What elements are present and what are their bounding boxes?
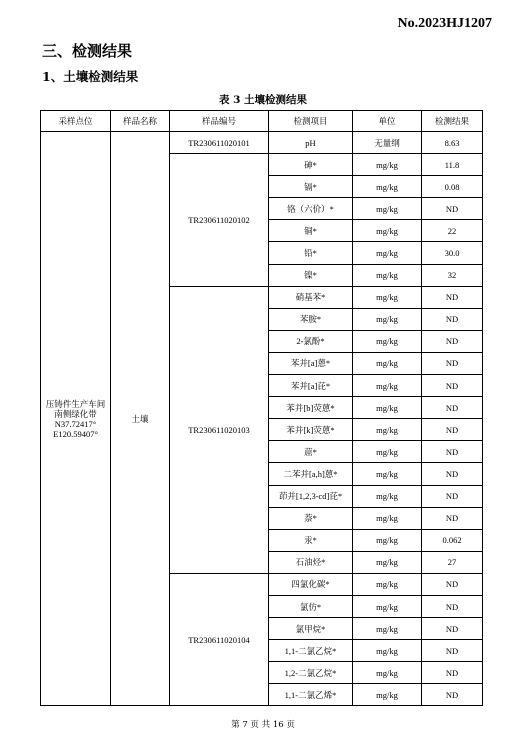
header-item: 检测项目: [269, 111, 353, 132]
unit-cell: mg/kg: [353, 352, 422, 374]
site-line: 压铸件生产车间: [45, 398, 106, 409]
result-cell: ND: [422, 485, 483, 507]
unit-cell: mg/kg: [353, 618, 422, 640]
result-cell: 27: [422, 551, 483, 573]
result-cell: ND: [422, 198, 483, 220]
site-line: 南侧绿化带: [54, 408, 97, 419]
test-item-cell: 1,1-二氯乙烯*: [269, 684, 353, 706]
result-cell: 30.0: [422, 242, 483, 264]
result-cell: ND: [422, 640, 483, 662]
test-item-cell: 氯仿*: [269, 595, 353, 617]
unit-cell: mg/kg: [353, 176, 422, 198]
test-item-cell: 萘*: [269, 507, 353, 529]
test-item-cell: 苯并[b]荧蒽*: [269, 397, 353, 419]
test-item-cell: 四氯化碳*: [269, 573, 353, 595]
test-item-cell: 茚并[1,2,3-cd]芘*: [269, 485, 353, 507]
result-cell: ND: [422, 286, 483, 308]
sampling-site-cell: [41, 132, 111, 706]
unit-cell: mg/kg: [353, 463, 422, 485]
unit-cell: mg/kg: [353, 198, 422, 220]
result-cell: 11.8: [422, 154, 483, 176]
site-line: E120.59407°: [53, 428, 98, 439]
test-item-cell: 二苯并[a,h]蒽*: [269, 463, 353, 485]
result-cell: ND: [422, 441, 483, 463]
result-cell: 8.63: [422, 132, 483, 154]
subsection-title: 1、土壤检测结果: [42, 69, 139, 84]
test-item-cell: 2-氯酚*: [269, 330, 353, 352]
site-line: N37.72417°: [54, 418, 97, 429]
result-cell: ND: [422, 573, 483, 595]
unit-cell: mg/kg: [353, 397, 422, 419]
result-cell: ND: [422, 352, 483, 374]
result-cell: 0.08: [422, 176, 483, 198]
unit-cell: mg/kg: [353, 375, 422, 397]
test-item-cell: pH: [269, 132, 353, 154]
unit-cell: mg/kg: [353, 242, 422, 264]
sample-id-cell: TR230611020101: [170, 132, 269, 154]
result-cell: ND: [422, 308, 483, 330]
page-footer: 第 7 页 共 16 页: [231, 720, 295, 730]
test-item-cell: 氯甲烷*: [269, 618, 353, 640]
unit-cell: mg/kg: [353, 529, 422, 551]
unit-cell: mg/kg: [353, 573, 422, 595]
unit-cell: mg/kg: [353, 485, 422, 507]
result-cell: ND: [422, 684, 483, 706]
header-result: 检测结果: [422, 111, 483, 132]
test-item-cell: 䓛*: [269, 441, 353, 463]
test-item-cell: 石油烃*: [269, 551, 353, 573]
result-cell: ND: [422, 330, 483, 352]
header-unit: 单位: [353, 111, 422, 132]
result-cell: ND: [422, 507, 483, 529]
unit-cell: mg/kg: [353, 264, 422, 286]
result-cell: ND: [422, 463, 483, 485]
result-cell: 32: [422, 264, 483, 286]
unit-cell: mg/kg: [353, 662, 422, 684]
unit-cell: mg/kg: [353, 220, 422, 242]
test-item-cell: 铬（六价）*: [269, 198, 353, 220]
unit-cell: mg/kg: [353, 441, 422, 463]
table-row: [41, 132, 483, 154]
unit-cell: mg/kg: [353, 595, 422, 617]
test-item-cell: 镍*: [269, 264, 353, 286]
section-title: 三、检测结果: [42, 42, 133, 60]
unit-cell: mg/kg: [353, 308, 422, 330]
sample-id-cell: TR230611020103: [170, 286, 269, 573]
test-item-cell: 砷*: [269, 154, 353, 176]
test-item-cell: 镉*: [269, 176, 353, 198]
unit-cell: mg/kg: [353, 419, 422, 441]
header-site: 采样点位: [41, 111, 111, 132]
soil-results-table: [40, 110, 483, 706]
table-header-row: [41, 111, 483, 132]
test-item-cell: 苯并[a]芘*: [269, 375, 353, 397]
result-cell: ND: [422, 375, 483, 397]
result-cell: 0.062: [422, 529, 483, 551]
result-cell: 22: [422, 220, 483, 242]
test-item-cell: 1,1-二氯乙烷*: [269, 640, 353, 662]
report-number: No.2023HJ1207: [397, 16, 492, 31]
test-item-cell: 铜*: [269, 220, 353, 242]
sample-id-cell: TR230611020104: [170, 573, 269, 706]
header-sample-name: 样品名称: [111, 111, 170, 132]
sample-id-cell: TR230611020102: [170, 154, 269, 287]
unit-cell: mg/kg: [353, 154, 422, 176]
test-item-cell: 苯并[a]蒽*: [269, 352, 353, 374]
result-cell: ND: [422, 618, 483, 640]
test-item-cell: 汞*: [269, 529, 353, 551]
unit-cell: mg/kg: [353, 330, 422, 352]
unit-cell: mg/kg: [353, 551, 422, 573]
result-cell: ND: [422, 662, 483, 684]
header-sample-id: 样品编号: [170, 111, 269, 132]
result-cell: ND: [422, 397, 483, 419]
table-body: [41, 132, 483, 706]
unit-cell: 无量纲: [353, 132, 422, 154]
table-caption: 表 3 土壤检测结果: [218, 94, 308, 106]
unit-cell: mg/kg: [353, 640, 422, 662]
test-item-cell: 硝基苯*: [269, 286, 353, 308]
unit-cell: mg/kg: [353, 507, 422, 529]
test-item-cell: 铅*: [269, 242, 353, 264]
test-item-cell: 苯胺*: [269, 308, 353, 330]
unit-cell: mg/kg: [353, 286, 422, 308]
unit-cell: mg/kg: [353, 684, 422, 706]
test-item-cell: 苯并[k]荧蒽*: [269, 419, 353, 441]
sample-name-cell: 土壤: [111, 132, 170, 706]
result-cell: ND: [422, 419, 483, 441]
result-cell: ND: [422, 595, 483, 617]
test-item-cell: 1,2-二氯乙烷*: [269, 662, 353, 684]
